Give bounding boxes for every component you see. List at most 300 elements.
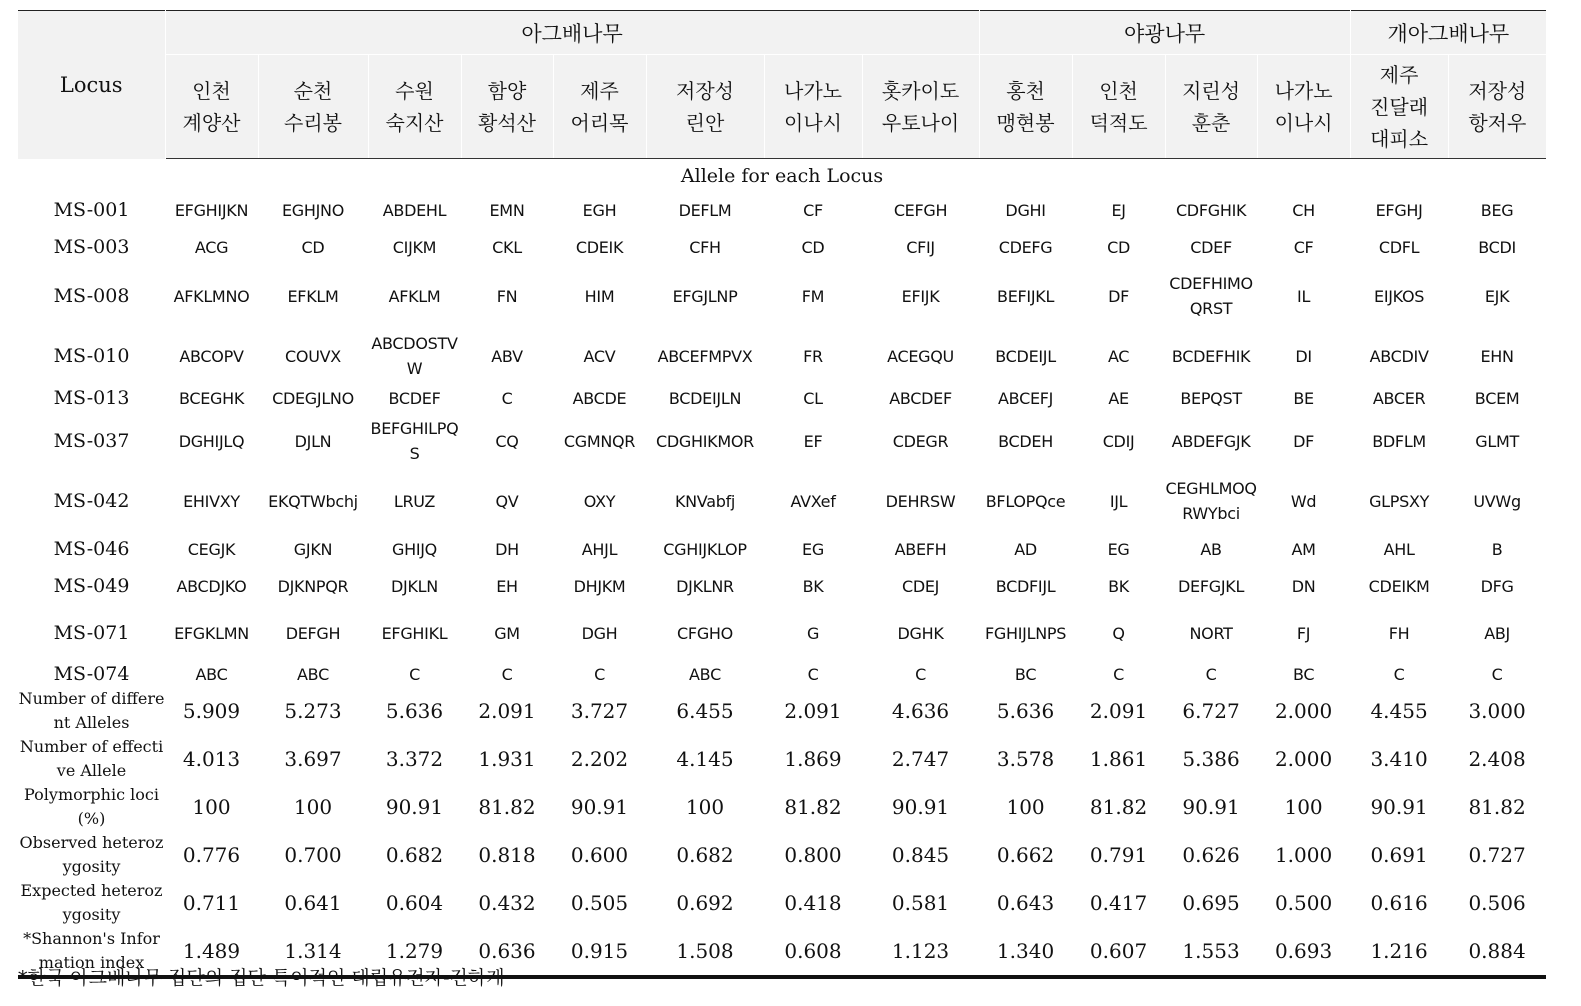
site-name-line: 덕적도 [1089,110,1148,135]
allele-cell: GJKN [293,540,333,559]
site-name-line: 인천 [192,78,231,103]
allele-cell: FN [496,286,518,306]
statistic-value: 0.700 [284,843,342,867]
allele-cell: BEFGHILPQS [370,419,459,463]
allele-cell: QV [495,491,519,511]
statistic-value: 3.727 [570,699,629,723]
statistic-value: 2.091 [478,699,536,723]
statistic-value: 2.091 [784,699,842,723]
statistic-value: 0.711 [182,891,241,915]
site-name-line: 나가노 [784,78,842,103]
site-name-line: 홋카이도 [881,78,960,103]
allele-cell: BEG [1480,201,1514,220]
locus-name: MS-037 [53,429,130,452]
statistic-value: 0.727 [1468,843,1526,867]
allele-cell: BCEM [1474,389,1520,408]
allele-cell: CQ [495,431,519,451]
group-header-gaeagbae: 개아그배나무 [1350,11,1546,55]
allele-cell: ABDEFGJK [1171,431,1251,451]
statistic-value: 0.682 [676,843,734,867]
statistic-value: 1.553 [1165,927,1257,977]
locus-row [18,411,1546,471]
statistic-value: 0.915 [553,927,646,977]
allele-cell: BCDEH [998,431,1053,451]
statistic-row [18,879,1546,927]
allele-cell: CD [301,238,325,257]
allele-cell: G [806,624,820,643]
site-header-7 [764,55,862,159]
locus-row [18,568,1546,605]
allele-cell: CFGHO [677,624,733,643]
allele-cell: BC [1292,665,1315,684]
allele-cell: C [501,389,513,408]
allele-cell: EF [803,431,823,451]
allele-cell: C [501,665,513,684]
site-header-14 [1448,55,1546,159]
allele-cell: AHL [1383,540,1415,559]
allele-cell: EKQTWbchj [268,491,358,511]
allele-cell: DEHRSW [885,491,956,511]
site-name-line: 진달래 [1370,94,1429,119]
allele-cell: BEPQST [1180,389,1242,408]
statistic-value: 1.000 [1274,843,1333,867]
allele-cell: BE [1293,389,1314,408]
statistic-value: 5.636 [996,699,1055,723]
statistic-value: 0.845 [891,843,950,867]
allele-cell: C [1113,665,1124,684]
statistic-value: 5.636 [385,699,444,723]
site-header-5 [553,55,646,159]
site-header-13 [1350,55,1448,159]
statistic-value: 0.692 [676,891,734,915]
statistic-value: 0.818 [478,843,536,867]
allele-cell: C [594,665,605,684]
allele-diversity-table [18,10,1546,979]
allele-cell: DEFLM [678,201,732,220]
allele-cell: AVXef [790,491,836,511]
allele-cell: EFGHJ [1375,201,1423,220]
locus-column-header: Locus [18,11,165,159]
allele-cell: BDFLM [1372,431,1426,451]
allele-section-label: Allele for each Locus [680,164,884,187]
allele-cell: CDIJ [1102,431,1135,451]
allele-cell: ABCOPV [179,346,244,366]
site-header-2 [258,55,368,159]
allele-cell: GLMT [1475,431,1519,451]
allele-cell: DN [1291,577,1316,596]
statistic-value: 5.386 [1182,747,1240,771]
statistic-value: 3.372 [385,747,444,771]
allele-cell: EFGHIKL [381,624,448,643]
allele-cell: AM [1291,540,1316,559]
allele-cell: EGH [582,201,617,220]
locus-name: MS-003 [53,236,130,258]
statistic-value: 2.091 [1089,699,1148,723]
allele-cell: ABC [297,665,329,684]
allele-section-row [18,159,1546,193]
statistic-label: Number of different Alleles [18,689,165,732]
allele-cell: CFIJ [906,238,935,257]
allele-cell: ABCDEF [889,389,952,408]
allele-cell: KNVabfj [674,491,736,511]
allele-cell: UVWg [1473,491,1521,511]
allele-cell: EMN [489,201,525,220]
statistic-value: 1.489 [165,927,258,977]
allele-cell: ABCDE [572,389,627,408]
statistic-value: 5.273 [284,699,342,723]
site-header-12 [1257,55,1350,159]
site-header-10 [1072,55,1165,159]
allele-cell: LRUZ [393,491,436,511]
allele-cell: BFLOPQce [985,491,1066,511]
allele-cell: CDEFHIMOQRST [1169,274,1253,318]
allele-cell: DFG [1480,577,1514,596]
locus-row [18,662,1546,687]
allele-cell: DH [495,540,519,559]
statistic-label: Observed heterozygosity [19,833,164,876]
footnote: *한국 아그배나무 집단의 집단 특이적인 대립유전자-진하게 [18,967,505,989]
statistic-value: 0.682 [385,843,444,867]
allele-cell: AD [1014,540,1037,559]
site-header-8 [862,55,979,159]
site-header-9 [979,55,1072,159]
statistic-value: 3.000 [1468,699,1526,723]
allele-cell: EFGHIJKN [174,201,249,220]
allele-cell: ABDEHL [382,201,447,220]
group-header-agbae: 아그배나무 [165,11,979,55]
statistic-value: 100 [192,795,231,819]
statistic-value: 6.727 [1182,699,1240,723]
allele-cell: AFKLMNO [173,286,250,306]
statistic-row [18,735,1546,783]
statistic-value: 0.608 [764,927,862,977]
allele-cell: DF [1108,286,1130,306]
allele-cell: AFKLM [388,286,441,306]
site-name-line: 계양산 [182,110,241,135]
allele-cell: ABCDJKO [176,577,247,596]
site-header-3 [368,55,461,159]
allele-cell: EHN [1480,346,1514,366]
statistic-value: 4.145 [676,747,734,771]
allele-cell: IL [1297,286,1311,306]
statistic-value: 90.91 [1370,795,1428,819]
site-name-line: 항저우 [1468,110,1527,135]
statistic-value: 81.82 [478,795,536,819]
statistic-value: 0.791 [1089,843,1148,867]
allele-cell: AB [1200,540,1222,559]
allele-cell: CDFL [1378,238,1420,257]
allele-cell: DI [1295,346,1312,366]
statistic-label: Number of effective Allele [19,737,164,780]
allele-cell: CL [803,389,823,408]
site-name-line: 이나시 [1274,110,1333,135]
statistic-value: 6.455 [676,699,734,723]
statistic-value: 3.578 [996,747,1055,771]
statistic-value: 4.636 [891,699,950,723]
allele-cell: C [1205,665,1217,684]
statistic-value: 90.91 [891,795,950,819]
allele-cell: CDEGR [892,431,949,451]
statistic-value: 0.800 [784,843,842,867]
site-name-line: 린안 [685,110,725,135]
allele-cell: DJKLN [391,577,438,596]
statistic-label: *Shannon's Information index [18,927,165,977]
site-name-line: 황석산 [478,110,536,135]
site-header-row [18,55,1546,159]
statistic-value: 3.410 [1370,747,1428,771]
statistic-value: 2.747 [891,747,950,771]
allele-cell: CFH [689,238,721,257]
allele-cell: BCDEIJL [995,346,1056,366]
allele-cell: DEFGJKL [1178,577,1245,596]
allele-cell: DGHK [897,624,944,643]
allele-cell: AC [1107,346,1130,366]
statistic-value: 0.626 [1182,843,1240,867]
site-name-line: 어리목 [570,110,629,135]
locus-name: MS-013 [53,387,130,409]
site-name-line: 저장성 [676,78,734,103]
allele-cell: ACEGQU [887,346,954,366]
allele-cell: BCDEF [388,389,441,408]
allele-cell: CDFGHIK [1175,201,1247,220]
allele-cell: DEFGH [285,624,341,643]
allele-cell: EFIJK [901,286,940,306]
allele-cell: ABCEFJ [998,389,1054,408]
allele-cell: C [409,665,420,684]
allele-cell: ABC [689,665,721,684]
allele-cell: CDGHIKMOR [656,431,754,451]
locus-row [18,229,1546,266]
allele-cell: DJKNPQR [277,577,349,596]
statistic-row [18,687,1546,735]
allele-cell: CD [1107,238,1131,257]
allele-cell: COUVX [285,346,341,366]
allele-cell: CDEGJLNO [272,389,354,408]
allele-cell: EG [1107,540,1130,559]
site-header-6 [646,55,764,159]
allele-cell: BC [1014,665,1037,684]
locus-name: MS-049 [53,575,130,597]
allele-cell: CIJKM [392,238,437,257]
site-name-line: 제주 [1379,62,1419,87]
site-name-line: 지린성 [1182,78,1241,103]
group-header-row [18,11,1546,55]
allele-cell: EG [802,540,824,559]
statistic-value: 1.508 [646,927,764,977]
statistic-value: 0.616 [1370,891,1428,915]
allele-cell: EHIVXY [183,491,240,511]
statistic-value: 0.776 [182,843,241,867]
allele-cell: FGHIJLNPS [985,624,1067,643]
allele-cell: CF [803,201,823,220]
statistic-value: 0.695 [1182,891,1240,915]
locus-row [18,192,1546,229]
allele-cell: CEGJK [187,540,236,559]
allele-cell: BK [802,577,824,596]
statistic-value: 0.636 [461,927,553,977]
locus-name: MS-071 [53,622,130,644]
allele-cell: FM [801,286,825,306]
locus-row [18,471,1546,531]
allele-cell: BEFIJKL [997,286,1055,306]
statistic-value: 0.604 [385,891,444,915]
locus-name: MS-074 [53,663,130,685]
site-header-4 [461,55,553,159]
statistic-row [18,831,1546,879]
allele-cell: CD [801,238,825,257]
site-name-line: 저장성 [1468,78,1527,103]
allele-cell: IJL [1109,491,1128,511]
site-name-line: 홍천 [1006,78,1045,103]
statistic-value: 1.216 [1350,927,1448,977]
allele-cell: CGHIJKLOP [663,540,747,559]
statistic-value: 0.500 [1274,891,1333,915]
allele-cell: BK [1108,577,1129,596]
statistic-value: 1.340 [979,927,1072,977]
allele-table-container [18,10,1546,979]
locus-name: MS-046 [53,538,130,560]
statistic-value: 81.82 [784,795,842,819]
allele-cell: DHJKM [573,577,626,596]
statistic-value: 90.91 [1182,795,1240,819]
allele-cell: NORT [1189,624,1233,643]
allele-cell: CEGHLMOQRWYbci [1165,479,1257,523]
site-name-line: 이나시 [784,110,842,135]
allele-cell: C [807,665,819,684]
locus-row [18,605,1546,662]
allele-cell: EFGJLNP [672,286,738,306]
statistic-value: 0.600 [570,843,629,867]
statistic-label: Polymorphic loci(%) [24,785,159,828]
allele-cell: CDEFG [998,238,1053,257]
allele-cell: CDEIKM [1368,577,1430,596]
statistic-value: 100 [1006,795,1045,819]
allele-cell: Q [1112,624,1125,643]
statistic-value: 0.693 [1257,927,1350,977]
locus-name: MS-001 [53,199,130,221]
allele-cell: ACV [583,346,616,366]
allele-cell: GM [494,624,520,643]
allele-cell: C [1491,665,1503,684]
allele-cell: CDEF [1190,238,1232,257]
statistic-value: 3.697 [284,747,342,771]
allele-cell: CDEIK [575,238,624,257]
statistic-value: 0.691 [1370,843,1428,867]
allele-cell: BCDI [1478,238,1516,257]
site-name-line: 대피소 [1370,126,1429,151]
statistic-value: 0.581 [891,891,950,915]
allele-cell: DF [1293,431,1315,451]
statistic-value: 2.000 [1274,747,1333,771]
allele-cell: BCDFIJL [995,577,1056,596]
allele-cell: EFGKLMN [174,624,249,643]
statistic-value: 5.909 [182,699,241,723]
statistic-value: 90.91 [570,795,629,819]
table-body [18,11,1546,978]
allele-cell: GLPSXY [1369,491,1430,511]
site-name-line: 훈춘 [1191,110,1231,135]
allele-cell: CEFGH [893,201,948,220]
statistic-value: 0.418 [784,891,842,915]
allele-cell: ABCEFMPVX [657,346,753,366]
site-name-line: 우토나이 [881,110,960,135]
site-name-line: 맹현봉 [996,110,1055,135]
site-name-line: 순천 [293,78,333,103]
allele-cell: FH [1388,624,1410,643]
statistic-row [18,783,1546,831]
statistic-value: 90.91 [385,795,444,819]
locus-row [18,266,1546,326]
statistic-value: 81.82 [1089,795,1148,819]
statistic-value: 100 [685,795,725,819]
allele-cell: BCEGHK [178,389,245,408]
statistic-value: 4.455 [1370,699,1428,723]
allele-cell: CF [1293,238,1314,257]
locus-name: MS-010 [53,344,130,367]
allele-cell: OXY [583,491,616,511]
site-name-line: 나가노 [1274,78,1333,103]
allele-cell: ABCDOSTVW [371,334,458,378]
allele-cell: CKL [492,238,522,257]
allele-cell: CGMNQR [563,431,636,451]
statistic-value: 0.506 [1468,891,1526,915]
allele-cell: ABC [195,665,228,684]
allele-cell: DGHI [1005,201,1046,220]
allele-cell: EH [496,577,518,596]
statistic-value: 1.931 [478,747,536,771]
statistic-value: 1.869 [784,747,842,771]
statistic-value: 2.408 [1468,747,1526,771]
allele-cell: EIJKOS [1374,286,1425,306]
site-name-line: 함양 [487,78,527,103]
allele-cell: FR [803,346,823,366]
site-header-11 [1165,55,1257,159]
allele-cell: CDEJ [901,577,940,596]
allele-cell: AE [1108,389,1129,408]
statistic-value: 1.861 [1089,747,1148,771]
group-header-yagwang: 야광나무 [979,11,1350,55]
statistic-value: 0.662 [996,843,1055,867]
statistic-value: 0.417 [1089,891,1148,915]
allele-cell: ACG [194,238,229,257]
allele-cell: ABEFH [894,540,947,559]
allele-cell: ABJ [1484,624,1510,643]
statistic-value: 0.432 [478,891,536,915]
allele-cell: GHIJQ [392,540,437,559]
site-name-line: 인천 [1099,78,1138,103]
allele-cell: EFKLM [287,286,339,306]
allele-cell: FJ [1296,624,1311,643]
allele-cell: B [1491,540,1503,559]
statistic-value: 1.314 [258,927,368,977]
allele-cell: ABCDIV [1369,346,1429,366]
statistic-value: 0.505 [570,891,629,915]
statistic-value: 2.000 [1274,699,1333,723]
locus-row [18,386,1546,411]
site-name-line: 수리봉 [284,110,342,135]
allele-cell: Wd [1290,491,1317,511]
allele-cell: BCDEIJLN [668,389,742,408]
allele-cell: EGHJNO [281,201,345,220]
allele-cell: ABCER [1372,389,1426,408]
statistic-value: 1.123 [862,927,979,977]
allele-cell: CH [1292,201,1315,220]
locus-name: MS-008 [53,284,130,307]
statistic-value: 4.013 [182,747,241,771]
statistic-value: 100 [293,795,333,819]
statistic-value: 0.641 [284,891,342,915]
statistic-value: 1.279 [368,927,461,977]
